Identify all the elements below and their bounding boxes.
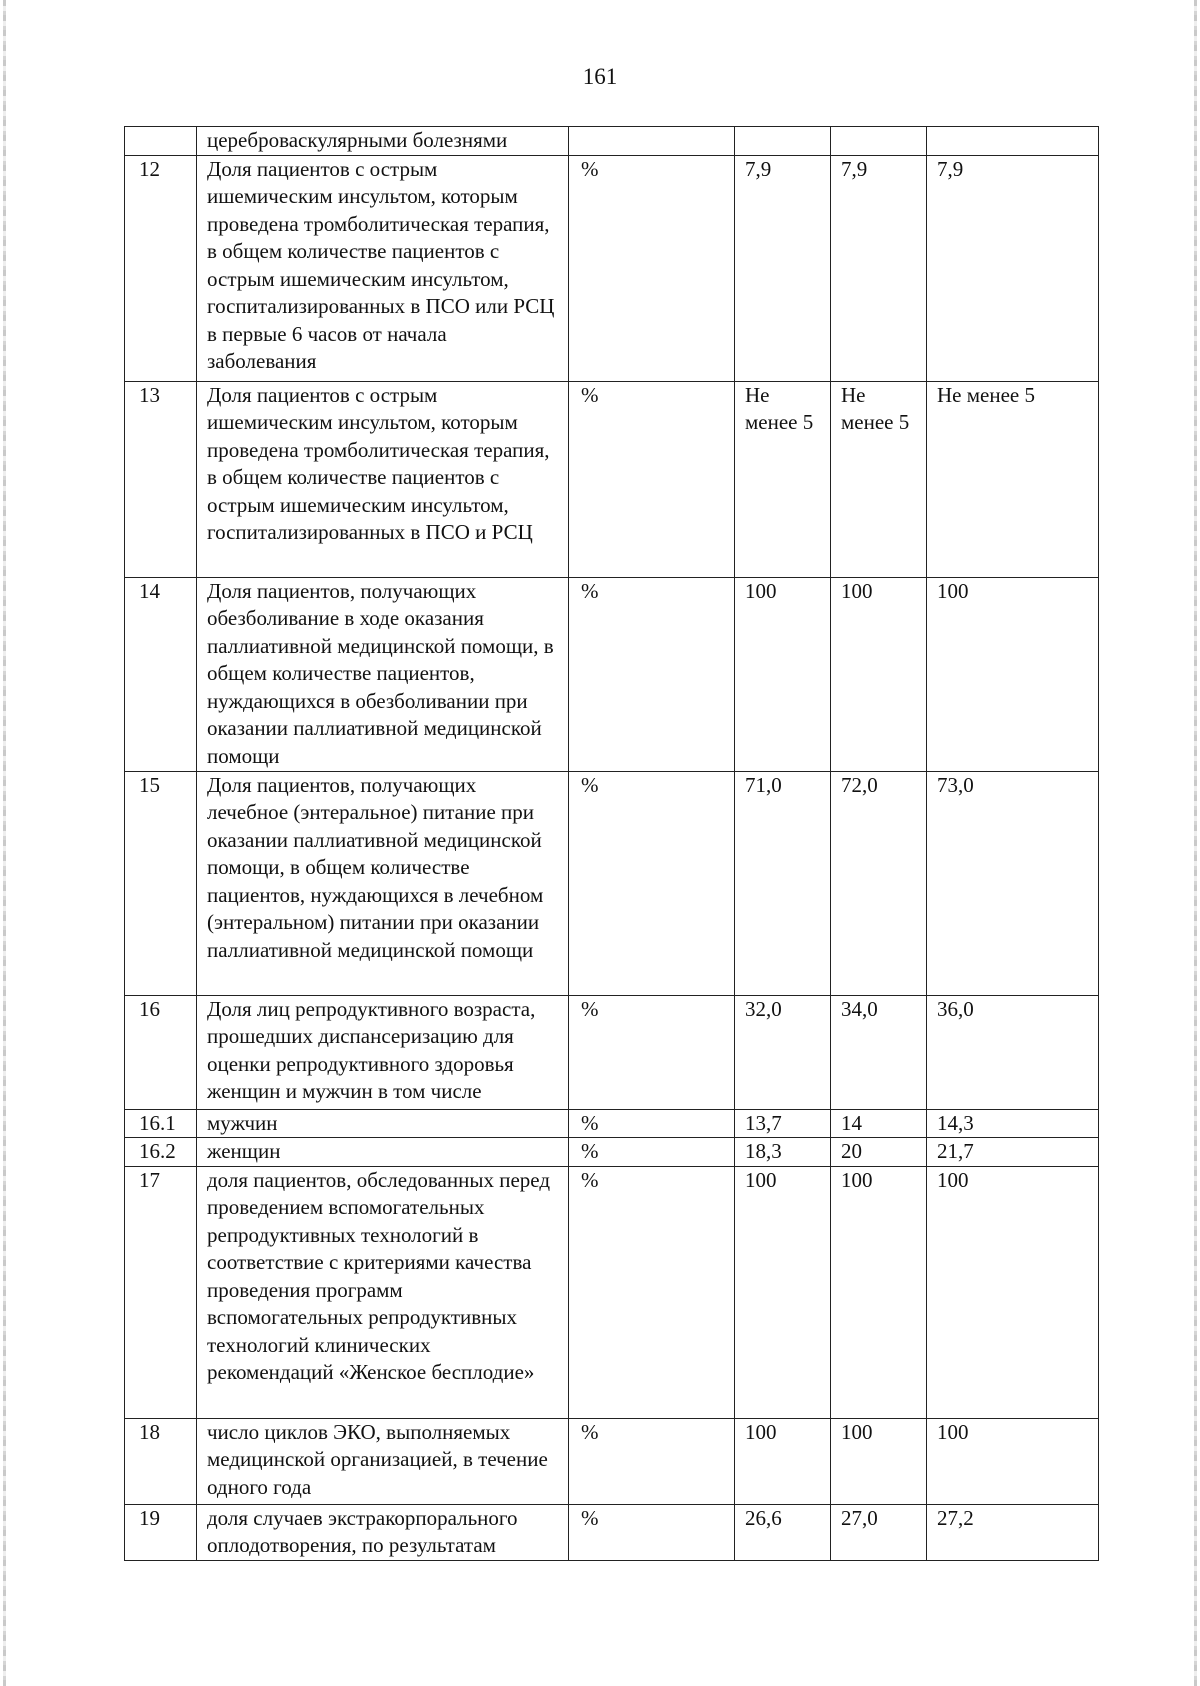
table-row	[125, 1418, 1099, 1504]
value-cell-2: 100	[831, 577, 927, 771]
value-cell-2: 27,0	[831, 1504, 927, 1560]
indicator-name: доля пациентов, обследованных перед проведением вспомогательных репродуктивных технологий в соответствие с критериями качества проведения программ вспомогательных репродуктивных технологий клинических рекомендаций «Женское бесплодие»	[197, 1166, 569, 1418]
value-cell-3: Не менее 5	[927, 381, 1099, 577]
row-number: 15	[125, 771, 197, 995]
value-cell-3: 100	[927, 1418, 1099, 1504]
value-cell-1: 13,7	[735, 1109, 831, 1138]
value-cell-1: 71,0	[735, 771, 831, 995]
unit-cell: %	[569, 771, 735, 995]
value-cell-2: 7,9	[831, 155, 927, 381]
value-cell-1: 26,6	[735, 1504, 831, 1560]
indicator-name: Доля пациентов, получающих обезболивание в ходе оказания паллиативной медицинской помощи, в общем количестве пациентов, нуждающихся в обезболивании при оказании паллиативной медицинской помощи	[197, 577, 569, 771]
value-cell-2: 14	[831, 1109, 927, 1138]
indicator-name: женщин	[197, 1138, 569, 1167]
value-cell-1: 7,9	[735, 155, 831, 381]
indicator-name: Доля пациентов, получающих лечебное (энтеральное) питание при оказании паллиативной медицинской помощи, в общем количестве пациентов, нуждающихся в лечебном (энтеральном) питании при оказании паллиативной медицинской помощи	[197, 771, 569, 995]
table-row	[125, 1166, 1099, 1418]
unit-cell: %	[569, 1109, 735, 1138]
row-number	[125, 127, 197, 156]
indicator-name: Доля пациентов с острым ишемическим инсультом, которым проведена тромболитическая терапия, в общем количестве пациентов с острым ишемическим инсультом, госпитализированных в ПСО или РСЦ в первые 6 часов от начала заболевания	[197, 155, 569, 381]
value-cell-2: 100	[831, 1166, 927, 1418]
value-cell-3: 100	[927, 1166, 1099, 1418]
value-cell-1: 100	[735, 1418, 831, 1504]
row-number: 16.1	[125, 1109, 197, 1138]
indicator-name: Доля лиц репродуктивного возраста, прошедших диспансеризацию для оценки репродуктивного здоровья женщин и мужчин в том числе	[197, 995, 569, 1109]
value-cell-1: 32,0	[735, 995, 831, 1109]
indicator-name: доля случаев экстракорпорального оплодотворения, по результатам	[197, 1504, 569, 1560]
table-row	[125, 381, 1099, 577]
table-row	[125, 155, 1099, 381]
unit-cell: %	[569, 381, 735, 577]
table-row	[125, 771, 1099, 995]
value-cell-2: 100	[831, 1418, 927, 1504]
value-cell-2	[831, 127, 927, 156]
unit-cell: %	[569, 577, 735, 771]
table-row	[125, 127, 1099, 156]
table-row	[125, 1504, 1099, 1560]
row-number: 17	[125, 1166, 197, 1418]
value-cell-3	[927, 127, 1099, 156]
value-cell-2: 72,0	[831, 771, 927, 995]
unit-cell	[569, 127, 735, 156]
value-cell-3: 36,0	[927, 995, 1099, 1109]
value-cell-3: 21,7	[927, 1138, 1099, 1167]
value-cell-2: 34,0	[831, 995, 927, 1109]
table-row	[125, 1138, 1099, 1167]
row-number: 16.2	[125, 1138, 197, 1167]
value-cell-1: 100	[735, 577, 831, 771]
table-row	[125, 995, 1099, 1109]
unit-cell: %	[569, 1138, 735, 1167]
indicators-table	[124, 126, 1099, 1561]
unit-cell: %	[569, 1166, 735, 1418]
scan-edge-right	[1194, 0, 1197, 1686]
row-number: 19	[125, 1504, 197, 1560]
page-number: 161	[582, 64, 618, 89]
value-cell-1: 18,3	[735, 1138, 831, 1167]
indicator-name: Доля пациентов с острым ишемическим инсультом, которым проведена тромболитическая терапия, в общем количестве пациентов с острым ишемическим инсультом, госпитализированных в ПСО и РСЦ	[197, 381, 569, 577]
indicator-name: число циклов ЭКО, выполняемых медицинской организацией, в течение одного года	[197, 1418, 569, 1504]
indicator-name: цереброваскулярными болезнями	[197, 127, 569, 156]
value-cell-1: 100	[735, 1166, 831, 1418]
unit-cell: %	[569, 995, 735, 1109]
value-cell-1: Не менее 5	[735, 381, 831, 577]
table-row	[125, 577, 1099, 771]
row-number: 13	[125, 381, 197, 577]
value-cell-3: 14,3	[927, 1109, 1099, 1138]
row-number: 14	[125, 577, 197, 771]
value-cell-2: Не менее 5	[831, 381, 927, 577]
value-cell-3: 73,0	[927, 771, 1099, 995]
indicator-name: мужчин	[197, 1109, 569, 1138]
value-cell-3: 7,9	[927, 155, 1099, 381]
value-cell-3: 27,2	[927, 1504, 1099, 1560]
scan-edge-left	[3, 0, 6, 1686]
value-cell-2: 20	[831, 1138, 927, 1167]
unit-cell: %	[569, 1504, 735, 1560]
table-row	[125, 1109, 1099, 1138]
value-cell-1	[735, 127, 831, 156]
unit-cell: %	[569, 155, 735, 381]
row-number: 16	[125, 995, 197, 1109]
row-number: 12	[125, 155, 197, 381]
row-number: 18	[125, 1418, 197, 1504]
unit-cell: %	[569, 1418, 735, 1504]
value-cell-3: 100	[927, 577, 1099, 771]
